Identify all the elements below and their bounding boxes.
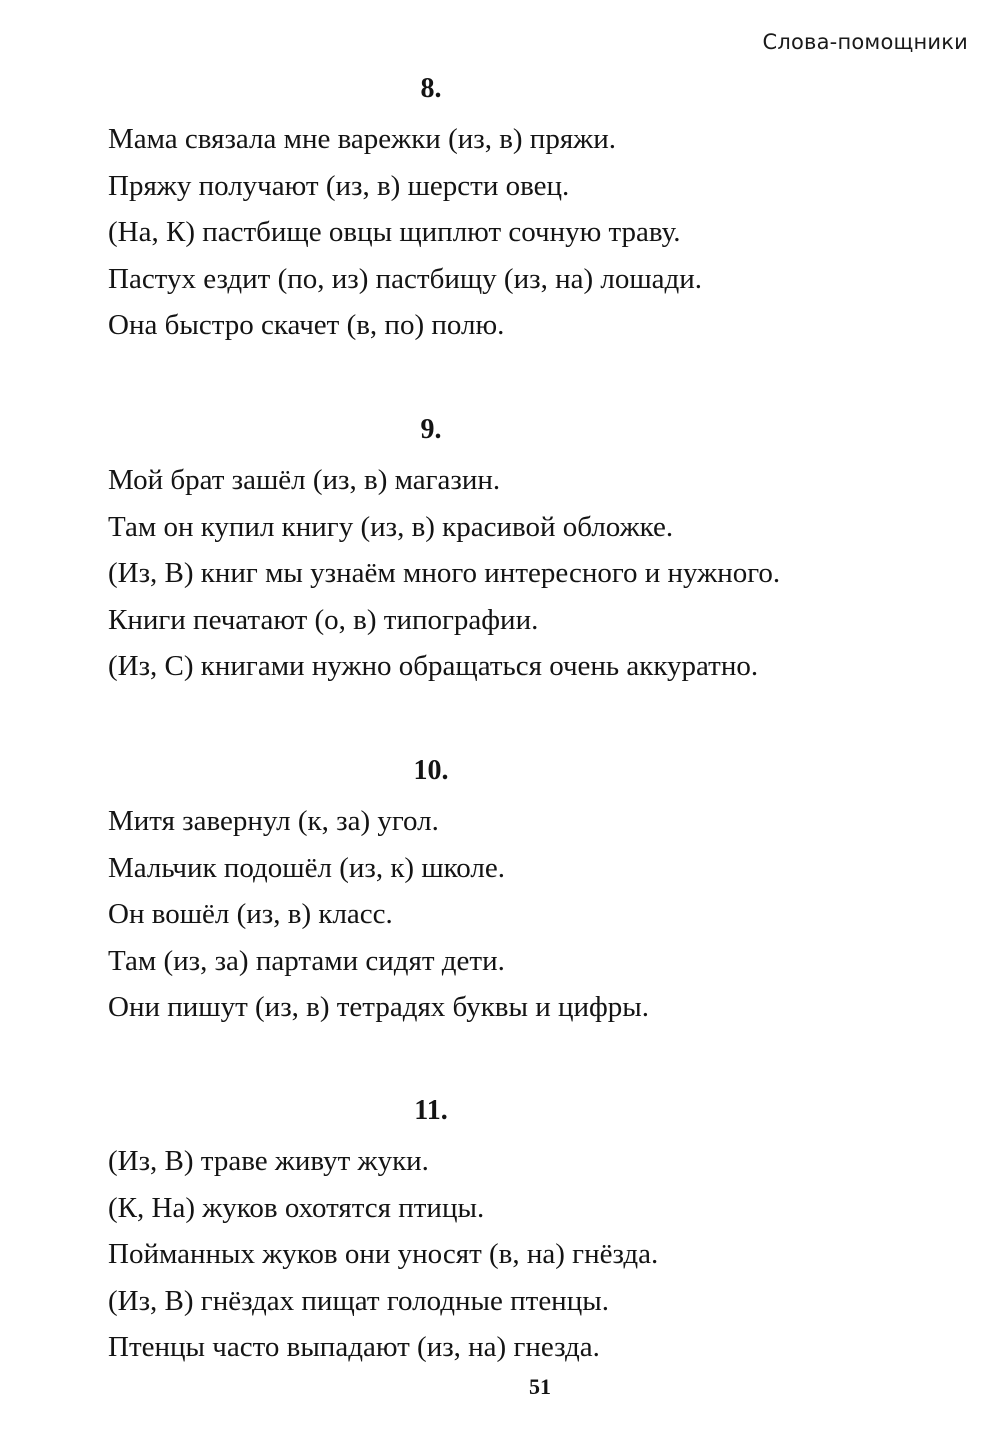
sentence-list [108,116,928,349]
sentence: Там (из, за) партами сидят дети. [108,944,505,977]
sentence-list [108,1138,928,1371]
sentence: Митя завернул (к, за) угол. [108,805,439,837]
sentence: Пряжу получают (из, в) шерсти овец. [108,169,570,202]
sentence: (Из, С) книгами нужно обращаться очень аккуратно. [108,650,759,682]
sentence: Книги печатают (о, в) типографии. [108,603,539,636]
page-number: 51 [529,1374,551,1399]
sentence: (Из, В) книг мы узнаём много интересного и нужного. [108,557,781,589]
exercise-number: 11. [414,1095,448,1126]
running-header: Слова-помощники [762,30,968,54]
sentence: Она быстро скачет (в, по) полю. [108,309,505,341]
sentence: (К, На) жуков охотятся птицы. [108,1191,485,1224]
sentence: Мальчик подошёл (из, к) школе. [108,851,505,884]
sentence: Птенцы часто выпадают (из, на) гнезда. [108,1331,600,1363]
exercise-8 [108,68,928,349]
sentence-list [108,457,928,690]
sentence: Там он купил книгу (из, в) красивой обложке. [108,510,674,543]
exercise-number: 8. [420,73,442,104]
exercise-9 [108,409,928,690]
sentence: Пойманных жуков они уносят (в, на) гнёзда. [108,1238,659,1270]
sentence: Пастух ездит (по, из) пастбищу (из, на) лошади. [108,262,703,295]
exercise-number: 9. [420,414,442,445]
sentence: Он вошёл (из, в) класс. [108,898,393,930]
sentence: Мама связала мне варежки (из, в) пряжи. [108,123,616,155]
sentence: (Из, В) гнёздах пищат голодные птенцы. [108,1284,609,1317]
sentence: (Из, В) траве живут жуки. [108,1145,429,1177]
exercise-10 [108,750,928,1031]
sentence: Они пишут (из, в) тетрадях буквы и цифры. [108,991,650,1023]
exercise-11 [108,1090,928,1371]
exercise-number: 10. [413,755,449,786]
sentence: Мой брат зашёл (из, в) магазин. [108,464,501,496]
sentence-list [108,798,928,1031]
sentence: (На, К) пастбище овцы щиплют сочную траву. [108,216,681,248]
